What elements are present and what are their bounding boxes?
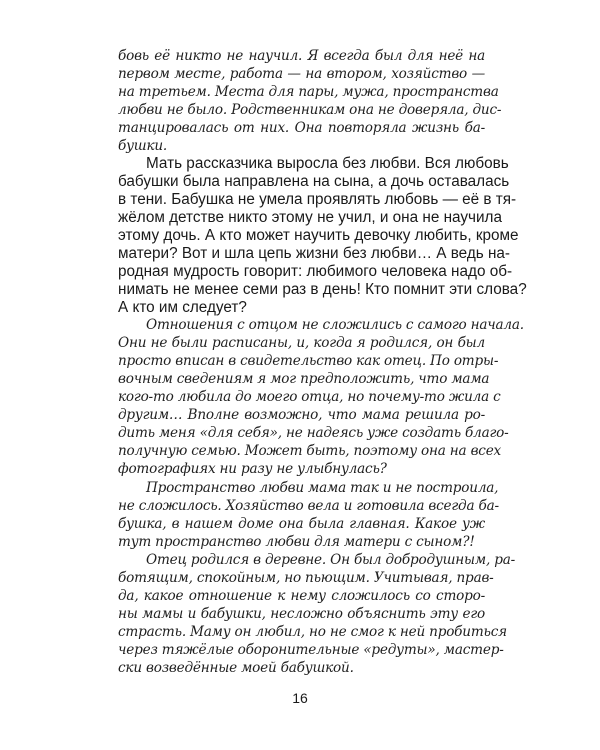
text-line: в тени. Бабушка не умела проявлять любовь — её в тя- [118,191,517,208]
text-line: дить меня «для себя», не надеясь уже создать благо- [118,425,509,441]
text-line: Мать рассказчика выросла без любви. Вся любовь [146,155,509,172]
text-line: первом месте, работа — на втором, хозяйство — [118,66,485,82]
text-line: на третьем. Места для пары, мужа, пространства [118,84,499,100]
text-line: страсть. Маму он любил, но не смог к ней пробиться [118,624,507,640]
text-line: Они не были расписаны, и, когда я родился, он был [118,335,485,351]
text-line: через тяжёлые оборонительные «редуты», мастер- [118,642,504,658]
text-line: не сложилось. Хозяйство вела и готовила всегда ба- [118,498,499,514]
text-line: тут пространство любви для матери с сыном?! [118,534,475,550]
text-line: бушка, в нашем доме она была главная. Какое уж [118,516,485,532]
text-line: фотографиях ни разу не улыбнулась? [118,461,387,477]
text-line: матери? Вот и шла цепь жизни без любви… А ведь на- [118,245,511,262]
text-line: кого-то любила до моего отца, но почему-то жила с [118,389,501,405]
text-line: бушки. [118,138,168,154]
text-line: А кто им следует? [118,299,247,316]
text-line: ски возведённые моей бабушкой. [118,660,354,676]
text-line: любви не было. Родственникам она не доверяла, дис- [118,102,502,118]
text-line: танцировалась от них. Она повторяла жизнь ба- [118,120,485,136]
text-line: жёлом детстве никто этому не учил, и она не научила [118,209,502,226]
text-line: Отец родился в деревне. Он был добродушным, ра- [146,552,515,568]
text-line: родная мудрость говорит: любимого человека надо об- [118,263,513,280]
text-line: бабушки была направлена на сына, а дочь оставалась [118,173,510,190]
text-line: получную семью. Может быть, поэтому она на всех [118,443,502,459]
text-line: нимать не менее семи раз в день! Кто помнит эти слова? [118,281,527,298]
page-number: 16 [292,690,308,706]
text-line: другим… Вполне возможно, что мама решила ро- [118,407,485,423]
text-line: ботящим, спокойным, но пьющим. Учитывая, прав- [118,570,494,586]
text-line: этому дочь. А кто может научить девочку любить, кроме [118,227,519,244]
text-line: просто вписан в свидетельство как отец. По отры- [118,353,499,369]
text-line: да, какое отношение к нему сложилось со сторо- [118,588,485,604]
text-line: бовь её никто не научил. Я всегда был для неё на [118,48,485,64]
text-line: Пространство любви мама так и не построила, [146,480,499,496]
text-line: вочным сведениям я мог предположить, что мама [118,371,490,387]
text-line: ны мамы и бабушки, несложно объяснить эту его [118,606,485,622]
text-line: Отношения с отцом не сложились с самого начала. [146,317,524,333]
